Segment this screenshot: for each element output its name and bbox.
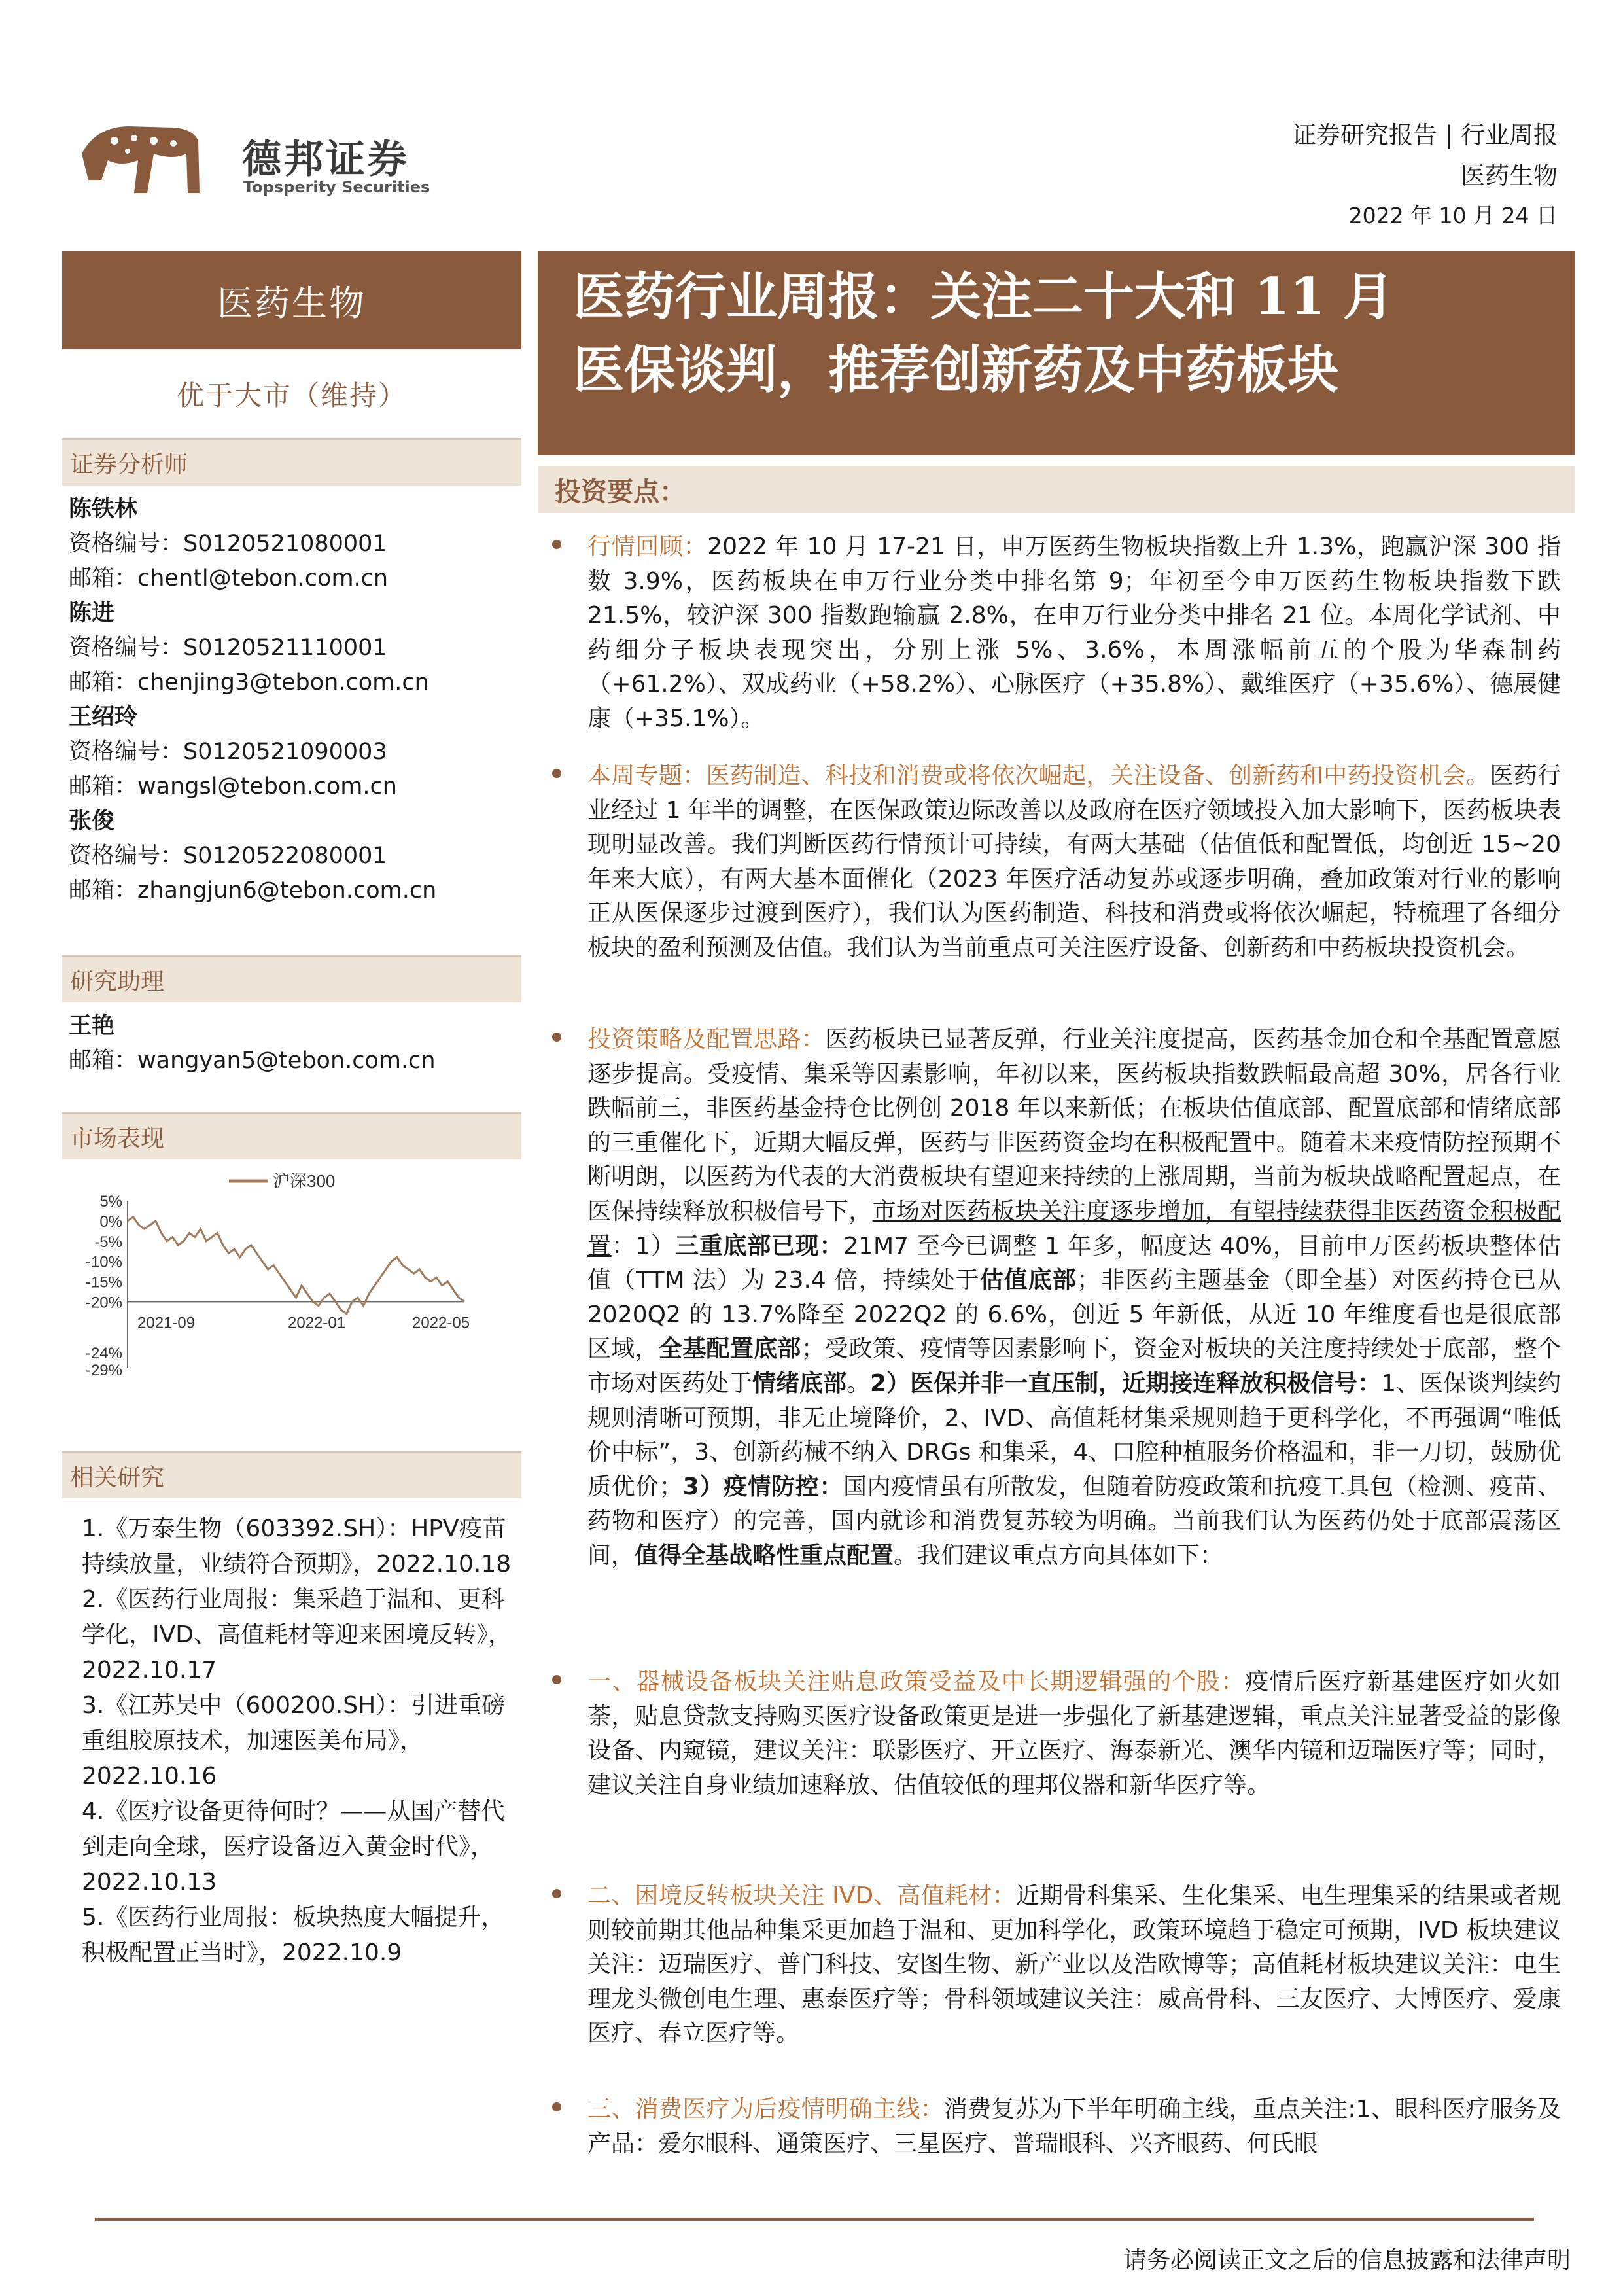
brand-name-en: Topsperity Securities: [243, 178, 430, 196]
paragraph-lead: 本周专题：医药制造、科技和消费或将依次崛起，关注设备、创新药和中药投资机会。: [587, 762, 1490, 789]
y-tick-label: -15%: [85, 1273, 122, 1292]
assistant-name: 王艳: [69, 1013, 115, 1039]
related-list: [82, 1511, 514, 1971]
paragraph-strategy: [587, 1023, 1561, 1574]
bold-text: 3）疫情防控：: [682, 1473, 843, 1500]
paragraph-consumer: [587, 2093, 1561, 2161]
x-tick-label: 2022-05: [412, 1314, 470, 1332]
text-run: 。我们建议重点方向具体如下：: [894, 1542, 1224, 1569]
market-chart: [62, 1158, 521, 1413]
analyst-cert: 资格编号：S0120521090003: [69, 739, 387, 765]
bold-text: 值得全基战略性重点配置: [635, 1542, 894, 1569]
y-tick-label: 0%: [99, 1212, 122, 1231]
x-tick-label: 2022-01: [288, 1314, 346, 1332]
brand-name-cn: 德邦证券: [242, 137, 410, 183]
analyst-email[interactable]: 邮箱：chentl@tebon.com.cn: [69, 565, 389, 592]
analyst-email[interactable]: 邮箱：wangsl@tebon.com.cn: [69, 773, 397, 800]
related-item[interactable]: 2.《医药行业周报：集采趋于温和、更科学化，IVD、高值耗材等迎来困境反转》，2022.10.17: [82, 1586, 512, 1684]
analyst-email[interactable]: 邮箱：chenjing3@tebon.com.cn: [69, 669, 429, 696]
bold-text: 三重底部已现：: [674, 1232, 844, 1260]
bullet-icon: [552, 1033, 561, 1042]
paragraph-devices: [587, 1665, 1561, 1803]
analyst-cert: 资格编号：S0120521080001: [69, 531, 387, 557]
bold-text: 估值底部: [979, 1267, 1077, 1294]
analyst-cert: 资格编号：S0120521110001: [69, 635, 387, 661]
paragraph-text: 疫情后医疗新基建医疗如火如荼，贴息贷款支持购买医疗设备政策更是进一步强化了新基建逻辑，重点关注显著受益的影像设备、内窥镜，建议关注：联影医疗、开立医疗、海泰新光、澳华内镜和迈瑞医疗等；同时，建议关注自身业绩加速释放、估值较低的理邦仪器和新华医疗等。: [587, 1669, 1561, 1799]
y-tick-label: -10%: [85, 1253, 122, 1271]
related-item[interactable]: 1.《万泰生物（603392.SH）：HPV疫苗持续放量，业绩符合预期》，2022.10.18: [82, 1515, 512, 1578]
legend-label: 沪深300: [273, 1171, 336, 1191]
underlined-text: 市场对医药板块关注度逐步增加，有望持续获得非医药资金积极配置: [587, 1197, 1561, 1260]
paragraph-lead: 三、消费医疗为后疫情明确主线：: [587, 2096, 944, 2123]
bullet-icon: [552, 769, 561, 778]
related-item[interactable]: 4.《医疗设备更待何时？——从国产替代到走向全球，医疗设备迈入黄金时代》，2022.10.13: [82, 1798, 505, 1896]
analyst-name: 陈铁林: [69, 496, 138, 522]
bullet-icon: [552, 540, 561, 549]
paragraph-market-review: [587, 530, 1561, 737]
paragraph-lead: 投资策略及配置思路：: [587, 1026, 825, 1053]
analyst-name: 陈进: [69, 600, 115, 626]
title-line-1: 医药行业周报：关注二十大和 11 月: [573, 267, 1394, 327]
paragraph-lead: 二、困境反转板块关注 IVD、高值耗材：: [587, 1882, 1016, 1909]
sector-label: 医药生物: [62, 251, 521, 349]
key-points-heading: 投资要点：: [538, 466, 1575, 513]
text-run: 。: [846, 1369, 871, 1397]
x-tick-label: 2021-09: [137, 1314, 196, 1332]
analyst-cert: 资格编号：S0120522080001: [69, 843, 387, 869]
footer-divider: [95, 2218, 1534, 2221]
report-title: [538, 251, 1575, 455]
assistant-info: [69, 1009, 514, 1078]
paragraph-ivd: [587, 1879, 1561, 2051]
header-sector: 医药生物: [1461, 162, 1558, 190]
rating: 优于大市（维持）: [176, 380, 407, 412]
report-date: 2022 年 10 月 24 日: [1348, 203, 1558, 228]
paragraph-text: 医药行业经过 1 年半的调整，在医保政策边际改善以及政府在医疗领域投入加大影响下，医药板块表现明显改善。我们判断医药行情预计可持续，有两大基础（估值低和配置低，均创近 15~20 年来大底），有两大基本面催化（2023 年医疗活动复苏或逐步明确，叠加政策对行业的影响正从医保逐步过渡到医疗），我们认为医药制造、科技和消费或将依次崛起，特梳理了各细分板块的盈利预测及估值。我们认为当前重点可关注医疗设备、创新药和中药板块投资机会。: [587, 762, 1561, 961]
footer-disclaimer[interactable]: 请务必阅读正文之后的信息披露和法律声明: [1123, 2247, 1571, 2274]
report-type: 证券研究报告 | 行业周报: [1292, 121, 1558, 149]
paragraph-text: 近期骨科集采、生化集采、电生理集采的结果或者规则较前期其他品种集采更加趋于温和、更加科学化，政策环境趋于稳定可预期，IVD 板块建议关注：迈瑞医疗、普门科技、安图生物、新产业以及浩欧博等；高值耗材板块建议关注：电生理龙头微创电生理、惠泰医疗等；骨科领域建议关注：威高骨科、三友医疗、大博医疗、爱康医疗、春立医疗等。: [587, 1882, 1561, 2047]
text-run: 21M7 至今已调整 1 年多，幅度达 40%，目前申万医药板块整体估值（TTM 法）为 23.4 倍，持续处于: [587, 1232, 1562, 1294]
bullet-icon: [552, 1889, 561, 1898]
y-tick-label: -20%: [85, 1294, 122, 1312]
y-tick-label: -5%: [94, 1233, 122, 1251]
text-run: 国内疫情虽有所散发，但随着防疫政策和抗疫工具包（检测、疫苗、药物和医疗）的完善，国内就诊和消费复苏较为明确。当前我们认为医药仍处于底部震荡区间，: [587, 1473, 1561, 1569]
analyst-list: [69, 492, 514, 908]
paragraph-text: 2022 年 10 月 17-21 日，申万医药生物板块指数上升 1.3%，跑赢沪深 300 指数 3.9%，医药板块在申万行业分类中排名第 9；年初至今申万医药生物板块指数下跌 21.5%，较沪深 300 指数跑输赢 2.8%，在申万行业分类中排名 21 位。本周化学试剂、中药细分子板块表现突出，分别上涨 5%、3.6%，本周涨幅前五的个股为华森制药（+61.2%）、双成药业（+58.2%）、心脉医疗（+35.8%）、戴维医疗（+35.6%）、德展健康（+35.1%）。: [587, 533, 1561, 732]
text-run: ：1）: [611, 1232, 675, 1260]
bold-text: 情绪底部: [752, 1369, 847, 1397]
assistant-heading: 研究助理: [62, 955, 521, 1002]
text-run: 医药板块已显著反弹，行业关注度提高，医药基金加仓和全基配置意愿逐步提高。受疫情、集采等因素影响，年初以来，医药板块指数跌幅最高超 30%，居各行业跌幅前三，非医药基金持仓比例创 2018 年以来新低；在板块估值底部、配置底部和情绪底部的三重催化下，近期大幅反弹，医药与非医药资金均在积极配置中。随着未来疫情防控预期不断明朗，以医药为代表的大消费板块有望迎来持续的上涨周期，当前为板块战略配置起点，在医保持续释放积极信号下，: [587, 1026, 1561, 1225]
bold-text: 2）医保并非一直压制，近期接连释放积极信号：: [870, 1369, 1382, 1397]
company-logo: [75, 115, 206, 198]
title-line-2: 医保谈判，推荐创新药及中药板块: [573, 340, 1339, 400]
text-run: ；非医药主题基金（即全基）对医药持仓已从 2020Q2 的 13.7%降至 2022Q2 的 6.6%，创近 5 年新低，从近 10 年维度看也是很底部区域，: [587, 1267, 1561, 1363]
analyst-name: 王绍玲: [69, 704, 138, 730]
related-item[interactable]: 5.《医药行业周报：板块热度大幅提升，积极配置正当时》，2022.10.9: [82, 1904, 505, 1966]
bullet-icon: [552, 1675, 561, 1684]
related-heading: 相关研究: [62, 1451, 521, 1498]
paragraph-text: 消费复苏为下半年明确主线，重点关注:1、眼科医疗服务及产品：爱尔眼科、通策医疗、三星医疗、普瑞眼科、兴齐眼药、何氏眼: [587, 2096, 1561, 2157]
bold-text: 全基配置底部: [658, 1335, 801, 1363]
y-tick-label: 5%: [99, 1193, 122, 1210]
y-tick-label: -24%: [85, 1345, 122, 1362]
text-run: ；受政策、疫情等因素影响下，资金对板块的关注度持续处于底部，整个市场对医药处于: [587, 1335, 1561, 1397]
analyst-name: 张俊: [69, 808, 115, 834]
analysts-heading: 证券分析师: [62, 438, 521, 486]
market-heading: 市场表现: [62, 1112, 521, 1159]
assistant-email[interactable]: 邮箱：wangyan5@tebon.com.cn: [69, 1048, 436, 1074]
paragraph-lead: 行情回顾：: [587, 533, 708, 560]
paragraph-weekly-topic: [587, 759, 1561, 966]
paragraph-lead: 一、器械设备板块关注贴息政策受益及中长期逻辑强的个股：: [587, 1669, 1246, 1695]
y-tick-label: -29%: [85, 1362, 122, 1379]
text-run: 1、医保谈判续约规则清晰可预期，非无止境降价，2、IVD、高值耗材集采规则趋于更科学化，不再强调“唯低价中标”，3、创新药械不纳入 DRGs 和集采，4、口腔种植服务价格温和，非一刀切，鼓励优质优价；: [587, 1369, 1562, 1500]
bullet-icon: [552, 2102, 561, 2111]
related-item[interactable]: 3.《江苏吴中（600200.SH）：引进重磅重组胶原技术，加速医美布局》，2022.10.16: [82, 1692, 506, 1790]
analyst-email[interactable]: 邮箱：zhangjun6@tebon.com.cn: [69, 877, 437, 904]
series-line-hs300: [128, 1217, 464, 1314]
